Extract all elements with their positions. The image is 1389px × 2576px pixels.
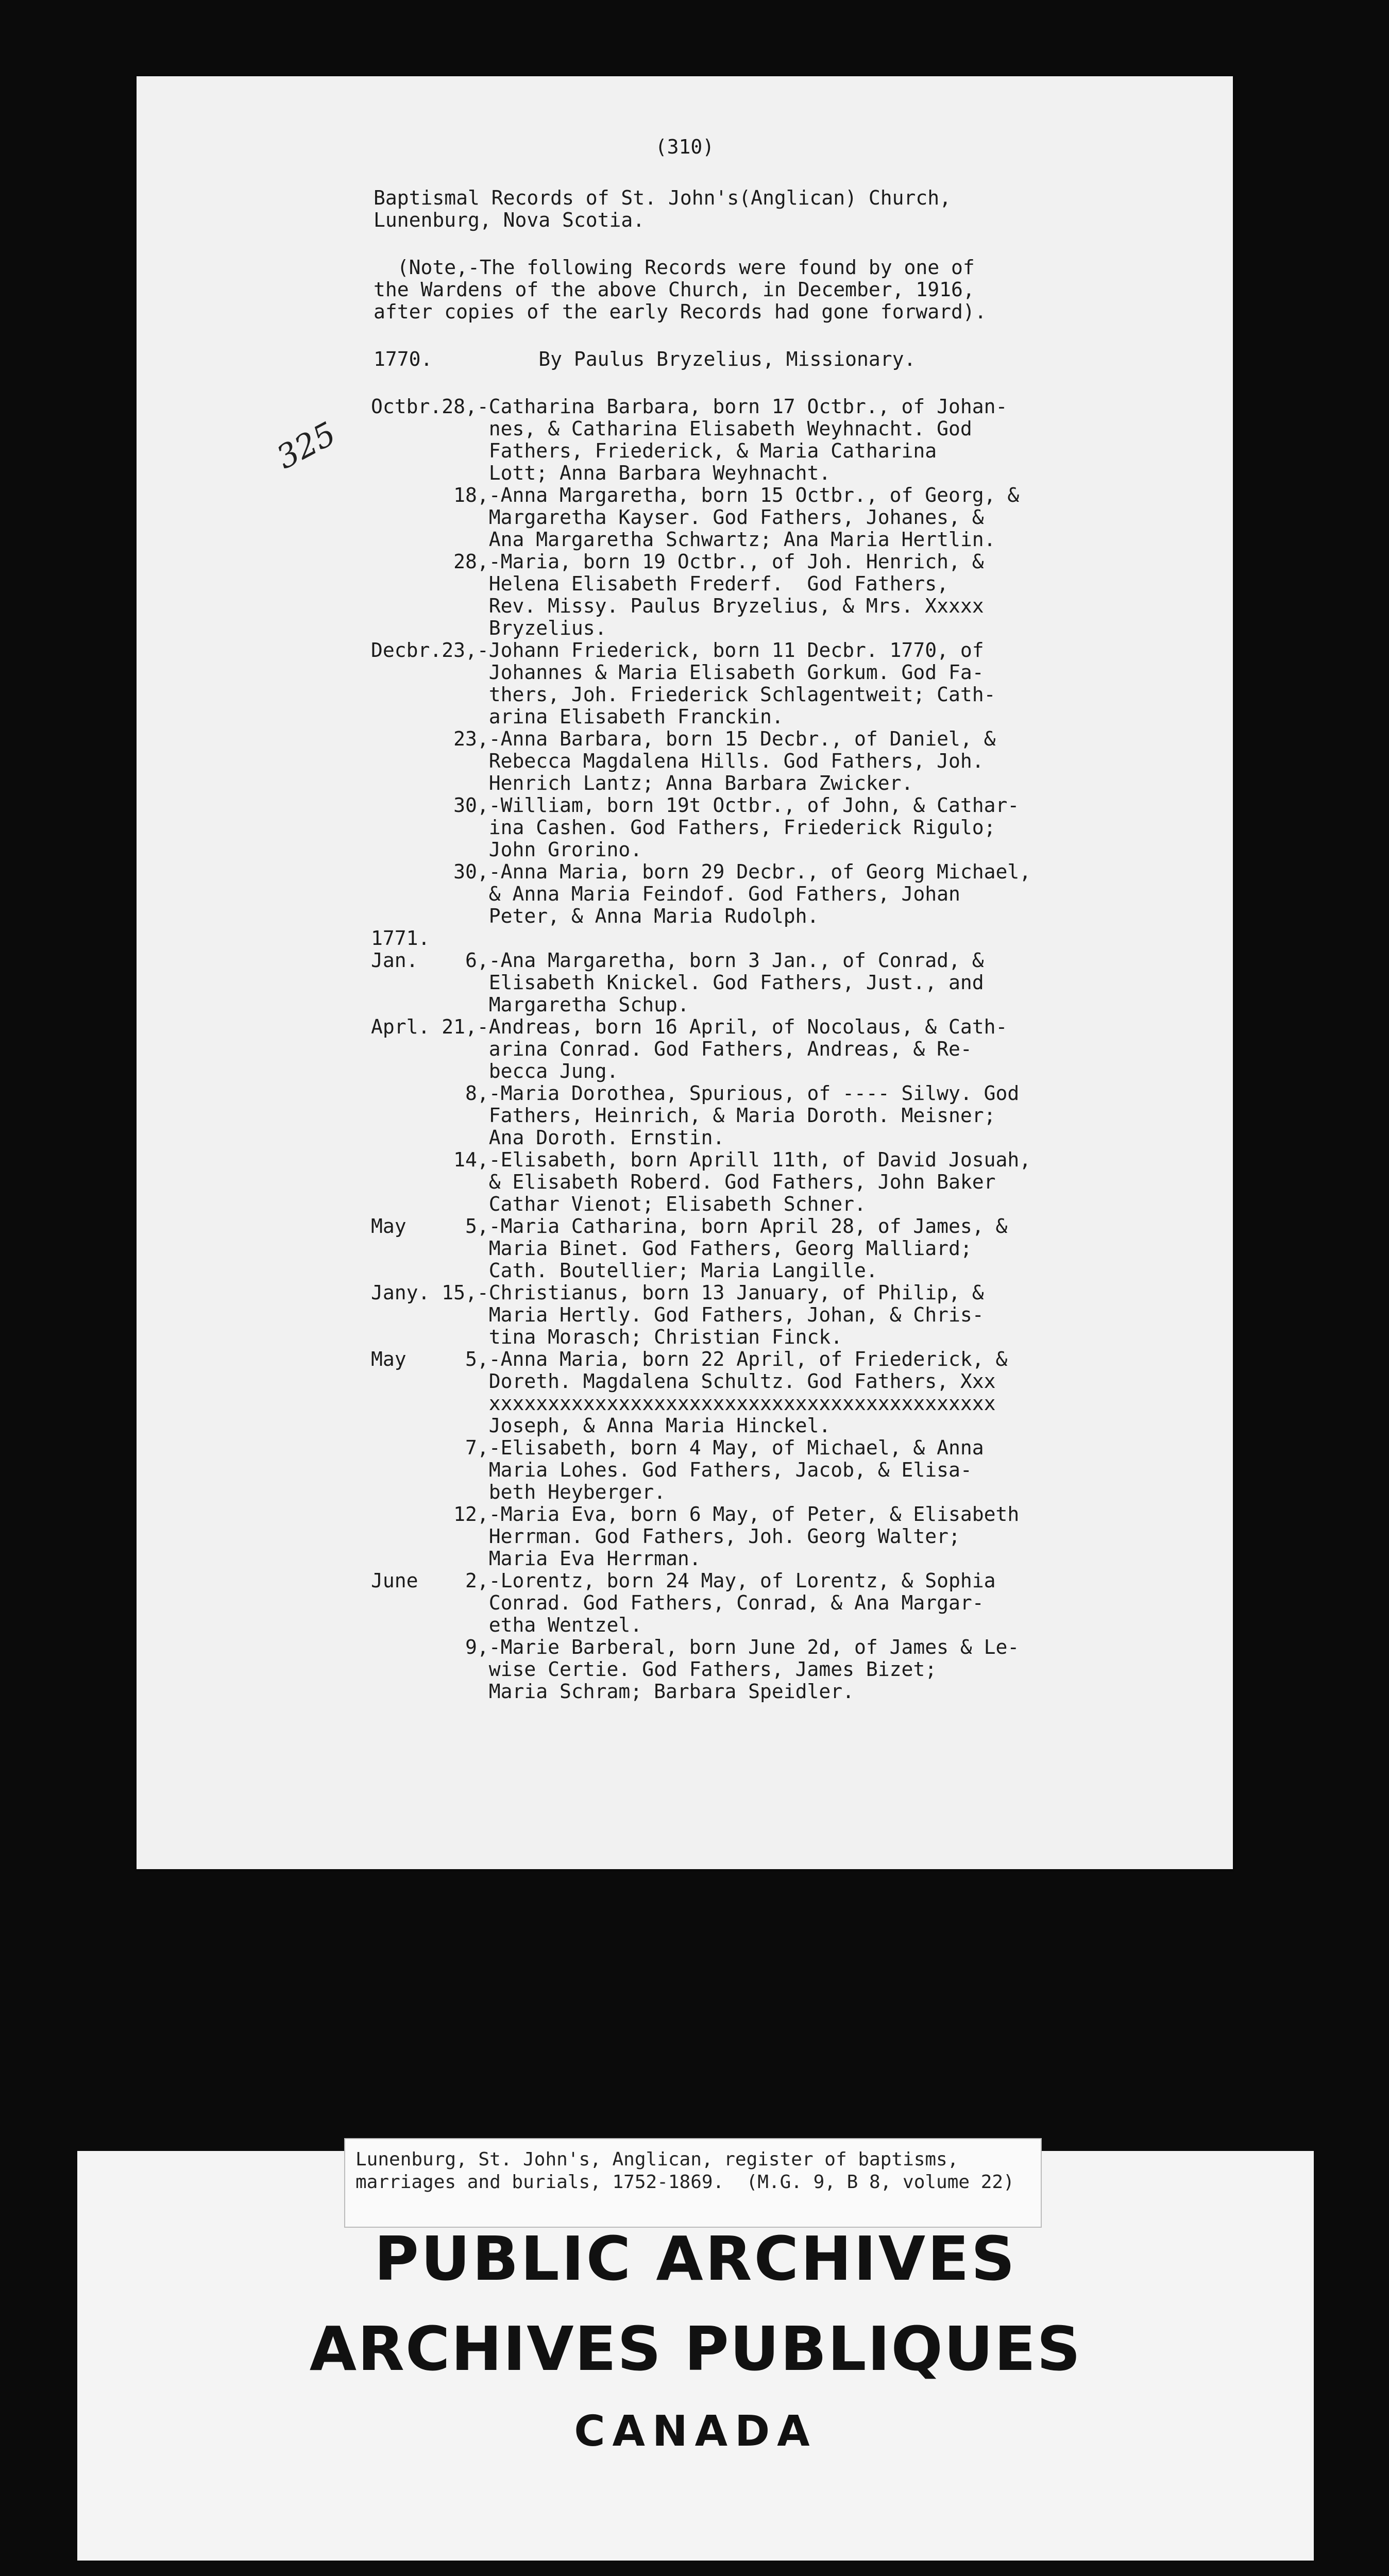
entry: May 5,-Maria Catharina, born April 28, of James, & Maria Binet. God Fathers, Georg Malliard; Cath. Boutellier; Maria Langille. — [371, 1215, 1008, 1282]
entry: 14,-Elisabeth, born Aprill 11th, of David Josuah, & Elisabeth Roberd. God Fathers, John Baker Cathar Vienot; Elisabeth Schner. — [453, 1148, 1031, 1215]
entry: 9,-Marie Barberal, born June 2d, of James & Le- wise Certie. God Fathers, James Bizet; Maria Schram; Barbara Speidler. — [465, 1636, 1020, 1703]
entry: 8,-Maria Dorothea, Spurious, of ---- Silwy. God Fathers, Heinrich, & Maria Doroth. Meisner; Ana Doroth. Ernstin. — [465, 1082, 1020, 1149]
entry: 7,-Elisabeth, born 4 May, of Michael, & Anna Maria Lohes. God Fathers, Jacob, & Elisa- beth Heyberger. — [465, 1436, 984, 1503]
baptism-entries — [371, 396, 1247, 1703]
entry: Jan. 6,-Ana Margaretha, born 3 Jan., of Conrad, & Elisabeth Knickel. God Fathers, Just., and Margaretha Schup. — [371, 949, 984, 1016]
document-note: (Note,-The following Records were found by one of the Wardens of the above Church, in December, 1916, after copies of the early Records had gone forward). — [374, 256, 987, 323]
entry: 18,-Anna Margaretha, born 15 Octbr., of Georg, & Margaretha Kayser. God Fathers, Johanes, & Ana Margaretha Schwartz; Ana Maria Hertlin. — [453, 484, 1020, 551]
entry: Decbr.23,-Johann Friederick, born 11 Decbr. 1770, of Johannes & Maria Elisabeth Gorkum. God Fa- thers, Joh. Friederick Schlagentweit; Cath- arina Elisabeth Franckin. — [371, 639, 996, 728]
reference-slip — [344, 2138, 1042, 2228]
archives-publiques-heading: ARCHIVES PUBLIQUES — [309, 2313, 1082, 2384]
margin-handwritten-number: 325 — [270, 414, 342, 477]
document-title: Baptismal Records of St. John's(Anglican) Church, Lunenburg, Nova Scotia. — [374, 187, 952, 231]
public-archives-heading: PUBLIC ARCHIVES — [374, 2223, 1017, 2294]
entry: Octbr.28,-Catharina Barbara, born 17 Octbr., of Johan- nes, & Catharina Elisabeth Weyhnacht. God Fathers, Friederick, & Maria Catharina Lott; Anna Barbara Weyhnacht. — [371, 395, 1008, 484]
entry: Aprl. 21,-Andreas, born 16 April, of Nocolaus, & Cath- arina Conrad. God Fathers, Andreas, & Re- becca Jung. — [371, 1015, 1008, 1082]
entry: June 2,-Lorentz, born 24 May, of Lorentz, & Sophia Conrad. God Fathers, Conrad, & Ana Margar- etha Wentzel. — [371, 1569, 996, 1636]
page-number: (310) — [655, 135, 715, 158]
canada-heading: CANADA — [574, 2407, 817, 2456]
entry: May 5,-Anna Maria, born 22 April, of Friederick, & Doreth. Magdalena Schultz. God Fathers, Xxx xxxxxxxxxxxxxxxxxxxxxxxxxxxxxxxxxxxxxxxxxxx Joseph, & Anna Maria Hinckel. — [371, 1348, 1008, 1437]
entry: 28,-Maria, born 19 Octbr., of Joh. Henrich, & Helena Elisabeth Frederf. God Fathers, Rev. Missy. Paulus Bryzelius, & Mrs. Xxxxx Bryzelius. — [453, 550, 984, 639]
entry: 30,-William, born 19t Octbr., of John, & Cathar- ina Cashen. God Fathers, Friederick Rigulo; John Grorino. — [453, 794, 1020, 861]
entry: 30,-Anna Maria, born 29 Decbr., of Georg Michael, & Anna Maria Feindof. God Fathers, Johan Peter, & Anna Maria Rudolph. — [453, 860, 1031, 927]
year-heading: 1770. By Paulus Bryzelius, Missionary. — [374, 348, 916, 370]
entry: 23,-Anna Barbara, born 15 Decbr., of Daniel, & Rebecca Magdalena Hills. God Fathers, Joh. Henrich Lantz; Anna Barbara Zwicker. — [453, 727, 996, 794]
reference-text: Lunenburg, St. John's, Anglican, register of baptisms, marriages and burials, 1752-1869. (M.G. 9, B 8, volume 22) — [355, 2149, 1014, 2193]
entry: 12,-Maria Eva, born 6 May, of Peter, & Elisabeth Herrman. God Fathers, Joh. Georg Walter; Maria Eva Herrman. — [453, 1503, 1020, 1570]
document-page — [137, 76, 1233, 1869]
year-label: 1771. — [371, 927, 430, 950]
entry: Jany. 15,-Christianus, born 13 January, of Philip, & Maria Hertly. God Fathers, Johan, & Chris- tina Morasch; Christian Finck. — [371, 1281, 984, 1348]
